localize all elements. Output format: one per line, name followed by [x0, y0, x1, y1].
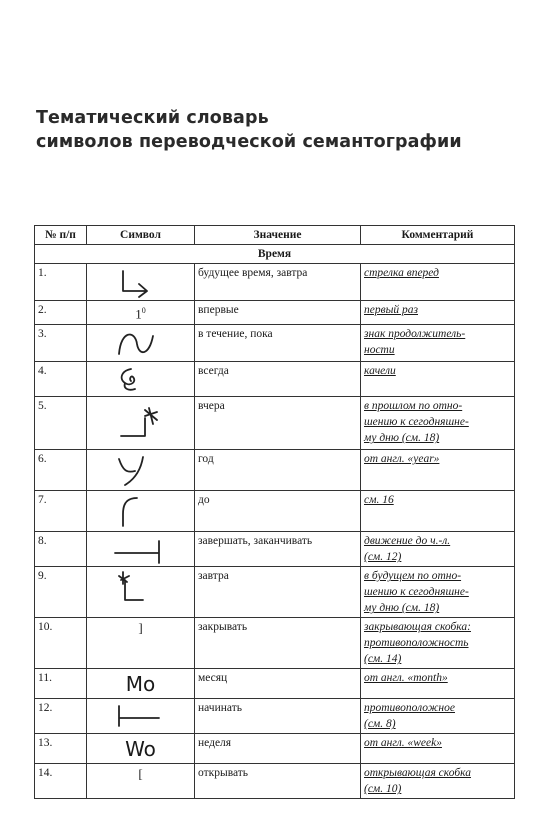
comment-line: знак продолжитель- — [364, 328, 466, 341]
symbol-superscript: 0 — [141, 306, 146, 315]
row-meaning: в течение, пока — [195, 325, 361, 362]
row-meaning: начинать — [195, 699, 361, 734]
row-symbol — [87, 618, 195, 669]
comment-line: первый раз — [364, 304, 418, 316]
header-comment: Комментарий — [361, 226, 515, 245]
mo-letters-icon — [126, 670, 156, 697]
header-meaning: Значение — [195, 226, 361, 245]
table-header-row — [35, 226, 515, 245]
comment-line: см. 16 — [364, 494, 394, 507]
header-number: № п/п — [35, 226, 87, 245]
comment-line: му дню (см. 18) — [364, 432, 440, 445]
row-symbol — [87, 397, 195, 450]
table-row — [35, 301, 515, 325]
table-row — [35, 764, 515, 799]
row-meaning: год — [195, 450, 361, 491]
comment-line: ности — [364, 344, 395, 357]
comment-line: противоположность — [364, 637, 469, 650]
row-symbol — [87, 301, 195, 325]
letter-y-icon — [101, 451, 181, 489]
row-comment — [361, 397, 515, 450]
header-symbol: Символ — [87, 226, 195, 245]
row-comment — [361, 264, 515, 301]
table-row — [35, 532, 515, 567]
arrow-right-icon — [101, 265, 181, 299]
arc-icon — [101, 492, 181, 530]
table-row — [35, 397, 515, 450]
row-meaning: всегда — [195, 362, 361, 397]
row-symbol — [87, 362, 195, 397]
row-comment — [361, 450, 515, 491]
table-row — [35, 264, 515, 301]
row-number: 6. — [35, 450, 87, 491]
comment-line: му дню (см. 18) — [364, 602, 440, 615]
symbol-text: ] — [138, 620, 143, 636]
table-row — [35, 491, 515, 532]
wo-letters-icon — [125, 735, 156, 762]
row-comment — [361, 699, 515, 734]
table-row — [35, 618, 515, 669]
row-symbol — [87, 491, 195, 532]
table-row — [35, 669, 515, 699]
row-meaning: завершать, заканчивать — [195, 532, 361, 567]
row-number: 10. — [35, 618, 87, 669]
row-comment — [361, 764, 515, 799]
table-row — [35, 450, 515, 491]
table-row — [35, 567, 515, 618]
row-symbol — [87, 669, 195, 699]
row-comment — [361, 362, 515, 397]
row-meaning: будущее время, завтра — [195, 264, 361, 301]
comment-line: (см. 8) — [364, 718, 396, 731]
row-comment — [361, 734, 515, 764]
row-comment — [361, 669, 515, 699]
wave-icon — [101, 326, 181, 360]
comment-line: (см. 10) — [364, 783, 402, 796]
start-bar-icon — [101, 700, 181, 730]
row-number: 14. — [35, 764, 87, 799]
title-line-2: символов переводческой семантографии — [36, 132, 462, 152]
row-meaning: завтра — [195, 567, 361, 618]
comment-line: противоположное — [364, 702, 455, 715]
close-bracket-icon — [138, 619, 142, 636]
row-meaning: открывать — [195, 764, 361, 799]
row-number: 3. — [35, 325, 87, 362]
row-meaning: закрывать — [195, 618, 361, 669]
table-row — [35, 362, 515, 397]
section-title: Время — [35, 245, 515, 264]
row-number: 11. — [35, 669, 87, 699]
table-row — [35, 699, 515, 734]
row-symbol — [87, 325, 195, 362]
comment-line: от англ. «week» — [364, 737, 442, 750]
title-line-1: Тематический словарь — [36, 108, 269, 128]
row-number: 8. — [35, 532, 87, 567]
row-meaning: неделя — [195, 734, 361, 764]
comment-line: (см. 14) — [364, 653, 402, 666]
symbol-text: 1 — [135, 306, 142, 322]
row-number: 9. — [35, 567, 87, 618]
comment-line: в будущем по отно- — [364, 570, 462, 583]
row-number: 7. — [35, 491, 87, 532]
comment-line: от англ. «year» — [364, 453, 440, 466]
row-meaning: впервые — [195, 301, 361, 325]
row-number: 13. — [35, 734, 87, 764]
future-mark-icon — [101, 568, 181, 614]
row-meaning: вчера — [195, 397, 361, 450]
row-symbol — [87, 264, 195, 301]
comment-line: от англ. «month» — [364, 672, 448, 685]
table-row — [35, 734, 515, 764]
row-number: 4. — [35, 362, 87, 397]
comment-line: закрывающая скобка: — [364, 621, 471, 634]
comment-line: шению к сегодняшне- — [364, 586, 469, 599]
row-comment — [361, 567, 515, 618]
row-symbol — [87, 764, 195, 799]
past-mark-icon — [101, 398, 181, 448]
comment-line: стрелка вперед — [364, 267, 439, 279]
row-comment — [361, 618, 515, 669]
symbol-text: [ — [138, 766, 143, 782]
row-number: 12. — [35, 699, 87, 734]
row-symbol — [87, 450, 195, 491]
row-comment — [361, 532, 515, 567]
comment-line: в прошлом по отно- — [364, 400, 463, 413]
row-symbol — [87, 734, 195, 764]
row-meaning: месяц — [195, 669, 361, 699]
comment-line: шению к сегодняшне- — [364, 416, 469, 429]
row-number: 2. — [35, 301, 87, 325]
table-row — [35, 325, 515, 362]
finish-bar-icon — [101, 533, 181, 565]
row-symbol — [87, 567, 195, 618]
row-comment — [361, 301, 515, 325]
open-bracket-icon — [138, 765, 142, 782]
symbol-dictionary-table — [34, 225, 515, 799]
section-row — [35, 245, 515, 264]
row-number: 5. — [35, 397, 87, 450]
row-number: 1. — [35, 264, 87, 301]
comment-line: движение до ч.-л. — [364, 535, 451, 548]
row-comment — [361, 491, 515, 532]
symbol-text: Mo — [125, 672, 156, 697]
row-symbol — [87, 699, 195, 734]
row-comment — [361, 325, 515, 362]
row-meaning: до — [195, 491, 361, 532]
swing-icon — [101, 363, 181, 395]
comment-line: качели — [364, 365, 396, 378]
page-title — [36, 106, 462, 154]
comment-line: открывающая скобка — [364, 767, 471, 780]
one-superscript-zero-icon — [135, 302, 146, 322]
comment-line: (см. 12) — [364, 551, 402, 564]
symbol-text: Wo — [125, 737, 156, 762]
row-symbol — [87, 532, 195, 567]
